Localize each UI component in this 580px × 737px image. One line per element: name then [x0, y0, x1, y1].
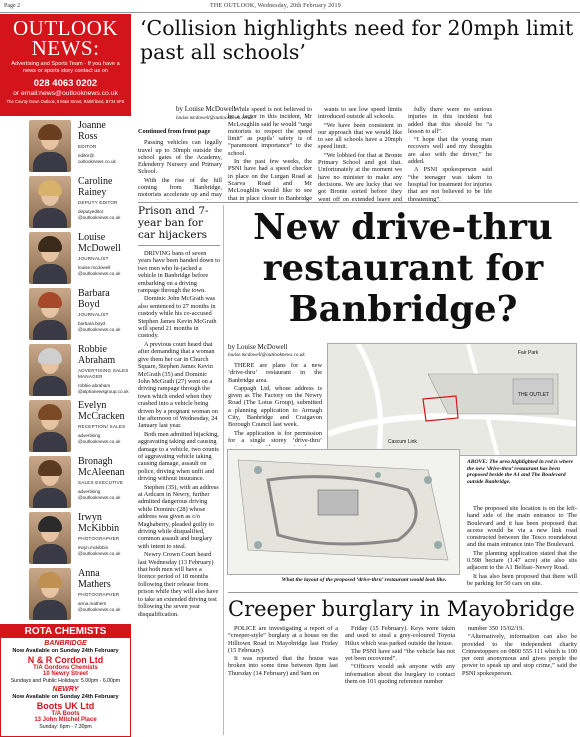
story1-col4-para: A PSNI spokesperson said “the teenager was taken to hospital for treatment for injuries that are not believed to be life threatening”. — [408, 166, 492, 202]
staff-last-name: McDowell — [78, 243, 121, 254]
staff-entry — [0, 118, 131, 176]
plan-caption: What the layout of the proposed ‘drive-thru’ restaurant would look like. — [281, 577, 447, 583]
brand-email-link[interactable]: or email:news@outlooknews.co.uk — [13, 90, 118, 97]
rota-area-banbridge: BANBRIDGE — [44, 640, 87, 647]
staff-email-link[interactable] — [78, 321, 131, 333]
story1-col1-body — [138, 139, 222, 200]
map-label-fair-park: Fair Park — [518, 350, 539, 356]
brand-phone: 028 4063 0202 — [33, 78, 98, 89]
avatar — [29, 232, 71, 284]
story3-email[interactable]: louise.mcdowell@outlooknews.co.uk — [228, 352, 305, 358]
staff-first-name: Anna — [78, 568, 100, 579]
brand-contact-line: Advertising and Sports Team - If you have a news or sports story contact us on — [11, 61, 120, 74]
staff-email-part2: @outlooknews.co.uk — [78, 495, 121, 500]
staff-role: SALES EXECUTIVE — [78, 480, 124, 485]
rota-date-2: Now Available on Sunday 24th February — [12, 694, 119, 700]
story4-col2-para: “Officers would ask anyone with any information about the burglary to contact them on 101 quoting reference number — [345, 663, 455, 686]
story3-col2-para: The planning application stated that the 0.598 hectare (1.47 acre) site also sits adjacent to the A1 Belfast–Newry Road. — [467, 549, 577, 572]
staff-entry — [0, 398, 131, 456]
avatar-body — [33, 208, 67, 228]
staff-last-name: McKibbin — [78, 523, 120, 534]
staff-entry — [0, 454, 131, 512]
masthead-rule — [0, 12, 580, 13]
staff-email-part2: @outlooknews.co.uk — [78, 271, 121, 276]
staff-name — [78, 456, 131, 478]
staff-name — [78, 568, 131, 590]
story1-col4 — [408, 106, 492, 202]
staff-first-name: Caroline — [78, 176, 113, 187]
story1-email[interactable]: louise.mcdowell@outlooknews.co.uk — [176, 115, 253, 121]
story4-col2-para: The PSNI have said “the vehicle has not yet been recovered”. — [345, 647, 455, 663]
staff-info — [78, 344, 131, 395]
story2-para: Newry Crown Court heard last Wednesday (13 February) that both men will have a licence period of 18 months following their release from prison while they will also have to take an extended driving test following the seven year disqualification. — [138, 551, 219, 618]
avatar — [29, 176, 71, 228]
staff-email-part2: @outlooknews.co.uk — [78, 327, 121, 332]
staff-last-name: Rainey — [78, 187, 107, 198]
brand-title — [0, 14, 131, 58]
staff-role: JOURNALIST — [78, 312, 109, 317]
avatar — [29, 400, 71, 452]
story2-para: Dominic John McGrath was also sentenced to 27 months in custody while his co-accused Stephen James Kevin McGrath will spend 21 months in custody. — [138, 295, 217, 340]
avatar-hair — [38, 404, 62, 420]
staff-entry — [0, 286, 131, 344]
rota-address-2: 13 John Mitchel Place — [34, 717, 97, 723]
staff-email-link[interactable] — [78, 545, 131, 557]
rota-chemists-box — [0, 624, 131, 737]
rota-address-1: 10 Newry Street — [42, 671, 89, 677]
avatar-body — [33, 264, 67, 284]
staff-role: ADVERTISING SALES MANAGER — [78, 368, 129, 379]
staff-email-part1: deputyeditor — [78, 209, 104, 214]
sidebar — [0, 14, 131, 737]
staff-role: EDITOR — [78, 144, 97, 149]
staff-role: RECEPTION/ SALES — [78, 424, 126, 429]
staff-name — [78, 400, 131, 422]
rota-title: ROTA CHEMISTS — [1, 625, 130, 638]
staff-first-name: Bronagh — [78, 456, 113, 467]
staff-email-part1: barbara.boyd — [78, 321, 106, 326]
story1-col3-para: “We have been consistent in our approach that we would like to see all schools have a 20mph speed limit. — [318, 121, 402, 151]
avatar-hair — [38, 460, 62, 476]
story1-col3-para: wants to see low speed limits introduced outside all schools. — [318, 106, 402, 121]
staff-email-part2: @outlooknews.co.uk — [78, 551, 121, 556]
staff-entry — [0, 566, 131, 624]
story2-body — [138, 250, 220, 618]
brand-title-line2: NEWS: — [31, 36, 100, 60]
story1-col4-para: “I hope that the young man recovers well and my thoughts are also with the driver,” he added. — [408, 136, 492, 166]
staff-email-link[interactable] — [78, 265, 131, 277]
staff-last-name: Abraham — [78, 355, 116, 366]
avatar-hair — [38, 516, 62, 532]
rota-chemist-1: N & R Cordon Ltd — [27, 655, 104, 665]
staff-role: PHOTOGRAPHER — [78, 536, 120, 541]
avatar-body — [33, 152, 67, 172]
staff-first-name: Joanne — [78, 120, 106, 131]
staff-entry — [0, 174, 131, 232]
staff-email-link[interactable] — [78, 601, 131, 613]
staff-email-part2: outlooknews.co.uk — [78, 159, 116, 164]
map-graphic — [328, 344, 577, 456]
staff-email-part2: @outlooknews.co.uk — [78, 215, 121, 220]
staff-last-name: Mathers — [78, 579, 111, 590]
map-label-cascum: Cascum Link — [388, 439, 417, 445]
staff-last-name: McCracken — [78, 411, 125, 422]
story3-col2 — [467, 505, 577, 589]
avatar-body — [33, 320, 67, 340]
staff-entry — [0, 230, 131, 288]
staff-first-name: Barbara — [78, 288, 110, 299]
story4-col3 — [462, 625, 577, 735]
story1-col4-para: fully there were no serious injuries in this incident but added that this should be “a lesson to all”. — [408, 106, 492, 135]
staff-info — [78, 288, 131, 333]
rota-hours-1: Sundays and Public Holidays: 5.00pm - 6.00pm — [10, 678, 121, 684]
page-number: Page 2 — [4, 3, 21, 9]
staff-email-part1: advertising — [78, 489, 101, 494]
story2-headline: Prison and 7-year ban for car hijackers — [138, 205, 220, 246]
staff-last-name: Boyd — [78, 299, 100, 310]
story1-divider — [138, 202, 578, 203]
story1-col1-para: Passing vehicles can legally travel up to 30mph outside the school gates of the Academy, Edenderry Nursery and Primary School. — [138, 139, 222, 176]
rota-hours-2: Sunday: 6pm - 7.30pm — [39, 724, 92, 730]
story2-para: Stephen (35), with an address at Ardcarn in Newry, further admitted dangerous driving while Dominic (28) whose address was given as c/o Maghaberry, pleaded guilty to driving while disqualified, common assault and burglary with intent to steal. — [138, 483, 219, 550]
avatar — [29, 512, 71, 564]
staff-first-name: Irwyn — [78, 512, 102, 523]
staff-name — [78, 232, 131, 254]
brand-box — [0, 14, 131, 116]
story1-headline: ‘Collision highlights need for 20mph limit past all schools’ — [140, 16, 574, 64]
avatar-hair — [38, 124, 62, 140]
staff-first-name: Robbie — [78, 344, 107, 355]
story3-divider — [228, 592, 578, 593]
story3-col1 — [228, 362, 322, 446]
story2-para: Both men admitted hijacking, aggravating taking and causing damage to a vehicle, two counts of aggravating vehicle taking causing damage, assault on police, driving when unfit and driving without insurance. — [138, 430, 219, 483]
staff-info — [78, 456, 131, 501]
staff-name — [78, 512, 131, 534]
staff-last-name: McAleenan — [78, 467, 125, 478]
avatar-hair — [38, 236, 62, 252]
rota-trading-1: T/A Gordons Chemists — [33, 665, 98, 671]
story1-col1-para: With the rise of the hill coming from Banbridge, motorists accelerate up and may — [138, 176, 222, 199]
avatar-hair — [38, 180, 62, 196]
staff-first-name: Louise — [78, 232, 106, 243]
avatar-body — [33, 488, 67, 508]
masthead — [0, 0, 580, 14]
staff-email-link[interactable] — [78, 489, 131, 501]
site-plan-image — [227, 449, 460, 575]
story1-col2-para: In the past few weeks, the PSNI have had a speed checker in place on the Lurgan Road at Scarva Road and Mr McLoughlin would like to see that in place closer to Banbridge — [228, 158, 312, 202]
staff-info — [78, 176, 131, 221]
plan-graphic — [228, 450, 460, 570]
staff-email-part1: anna.mathers — [78, 601, 107, 606]
staff-info — [78, 512, 131, 557]
staff-name — [78, 120, 131, 142]
avatar-hair — [38, 348, 62, 364]
story2-para: A previous court heard that after demanding that a woman give them her car in Church Square, Stephen James Kevin McGrath (35) and Dominic John McGrath (27) went on a driving rampage through the town which ended when they crashed into a vehicle being driven by a pregnant woman on the afternoon of Wednesday, 24 January last year. — [138, 340, 218, 430]
map-label-outlet: THE OUTLET — [518, 392, 550, 398]
staff-entry — [0, 342, 131, 400]
story4-col3-para: “Alternatively, information can also be provided to the independent charity Crimestoppers on 0800 555 111 which is 100 per cent anonymous and gives people the power to speak up and stop crime,” said the PSNI spokesperson. — [462, 633, 577, 677]
rota-area-newry: NEWRY — [52, 686, 79, 693]
story4-col1 — [228, 625, 338, 735]
avatar-hair — [38, 572, 62, 588]
staff-info — [78, 120, 131, 165]
story2-para: DRIVING bans of seven years have been handed down to two men who hi-jacked a vehicle in Banbridge before embarking on a driving rampage through the town. — [138, 250, 220, 295]
story4-col1-para: POLICE are investigating a report of a “creeper-style” burglary at a house on the Hilltown Road in Mayobridge last Friday (15 February). — [228, 625, 338, 654]
staff-email-link[interactable] — [78, 153, 131, 165]
story1-col2-para: While speed is not believed to be a factor in this incident, Mr McLoughlin said he would “urge motorists to respect the speed limit” as pupils’ safety is of “paramount importance” to the school. — [228, 106, 312, 157]
story1-col2 — [228, 106, 312, 202]
story1-col3-para: “We lobbied for that at Bronte Primary School and got that. Unfortunately at the moment we have no minister to make any decisions. We are lucky that we got Bronte sorted before they went off on extended leave and — [318, 151, 402, 202]
avatar — [29, 344, 71, 396]
site-map-image — [327, 343, 577, 456]
story4-col2 — [345, 625, 455, 735]
staff-info — [78, 568, 131, 613]
story4-col1-para: It was reported that the house was broken into some time between 8pm last Thursday (14 February) and 9am on — [228, 655, 338, 677]
story4-col3-para: number 350 15/02/19. — [468, 625, 524, 632]
story1-col1 — [138, 128, 222, 200]
staff-role: JOURNALIST — [78, 256, 109, 261]
story4-headline: Creeper burglary in Mayobridge — [228, 597, 575, 621]
story3-byline: by Louise McDowell — [228, 343, 288, 351]
rota-trading-2: T/A Boots — [51, 711, 80, 717]
staff-info — [78, 400, 131, 445]
avatar-body — [33, 432, 67, 452]
avatar — [29, 568, 71, 620]
avatar-hair — [38, 292, 62, 308]
story3-headline: New drive-thru restaurant for Banbridge? — [253, 207, 553, 330]
story3-col1-para: The application is for permission for a single storey ‘drive-thru’ — [228, 429, 322, 444]
story1-col3 — [318, 106, 402, 202]
staff-email-link[interactable] — [78, 433, 131, 445]
staff-name — [78, 176, 131, 198]
staff-role: DEPUTY EDITOR — [78, 200, 118, 205]
brand-title-line1: OUTLOOK — [13, 16, 118, 40]
staff-email-link[interactable] — [78, 209, 131, 221]
rota-chemist-2: Boots UK Ltd — [36, 701, 95, 711]
staff-email-part1: irwyn.mckibbin — [78, 545, 109, 550]
story3-col1-para: Cappagh Ltd, whose address is given as The Factory on the Newry Road (The Lotus Group), submitted a planning application to Armagh City, Banbridge and Craigavon Borough Council last week. — [228, 384, 322, 429]
story1-kicker: Continued from front page — [138, 128, 211, 135]
story2-rule — [223, 205, 224, 735]
avatar — [29, 288, 71, 340]
avatar-body — [33, 544, 67, 564]
staff-email-part2: @alphanewsgroup.co.uk — [78, 389, 129, 394]
avatar-body — [33, 376, 67, 396]
story1-byline: by Louise McDowell — [176, 105, 236, 113]
staff-first-name: Evelyn — [78, 400, 107, 411]
staff-email-part2: @outlooknews.co.uk — [78, 607, 121, 612]
avatar — [29, 456, 71, 508]
avatar-body — [33, 600, 67, 620]
story2-box — [138, 205, 220, 735]
staff-email-link[interactable] — [78, 383, 131, 395]
story4-col2-para: Friday (15 February). Keys were taken and used to steal a grey-coloured Toyota Hilux which was parked outside the house. — [345, 625, 455, 647]
staff-email-part1: advertising — [78, 433, 101, 438]
rota-date-1: Now Available on Sunday 24th February — [12, 648, 119, 654]
masthead-title: THE OUTLOOK, Wednesday, 20th February 2019 — [210, 3, 341, 9]
staff-email-part1: editor@ — [78, 153, 95, 158]
staff-name — [78, 344, 131, 366]
staff-role: PHOTOGRAPHER — [78, 592, 120, 597]
story3-col2-para: It has also been proposed that there will be parking for 50 cars on site. — [467, 572, 577, 587]
staff-name — [78, 288, 131, 310]
staff-info — [78, 232, 131, 277]
story3-col1-para: THERE are plans for a new ‘drive-thru’ restaurant in the Banbridge area. — [228, 362, 322, 384]
brand-address: The County Down Outlook, 8 Main Street, Rathfriland, BT34 5PS — [6, 99, 125, 104]
map-caption: ABOVE: The area highlighted in red is where the new ‘drive-thru’ restaurant has been proposed beside the A1 and The Boulevard outside Banbridge. — [467, 459, 574, 485]
story3-col2-para: The proposed site location is on the left-hand side of the main entrance to The Boulevard and it has been proposed that access would be via a new link road constructed between the Tesco roundabout and the main entrance into The Boulevard. — [467, 505, 577, 549]
avatar — [29, 120, 71, 172]
staff-entry — [0, 510, 131, 568]
staff-email-part2: @outlooknews.co.uk — [78, 439, 121, 444]
staff-last-name: Ross — [78, 131, 98, 142]
staff-email-part1: louise.mcdowell — [78, 265, 111, 270]
staff-email-part1: robbie.abraham — [78, 383, 111, 388]
